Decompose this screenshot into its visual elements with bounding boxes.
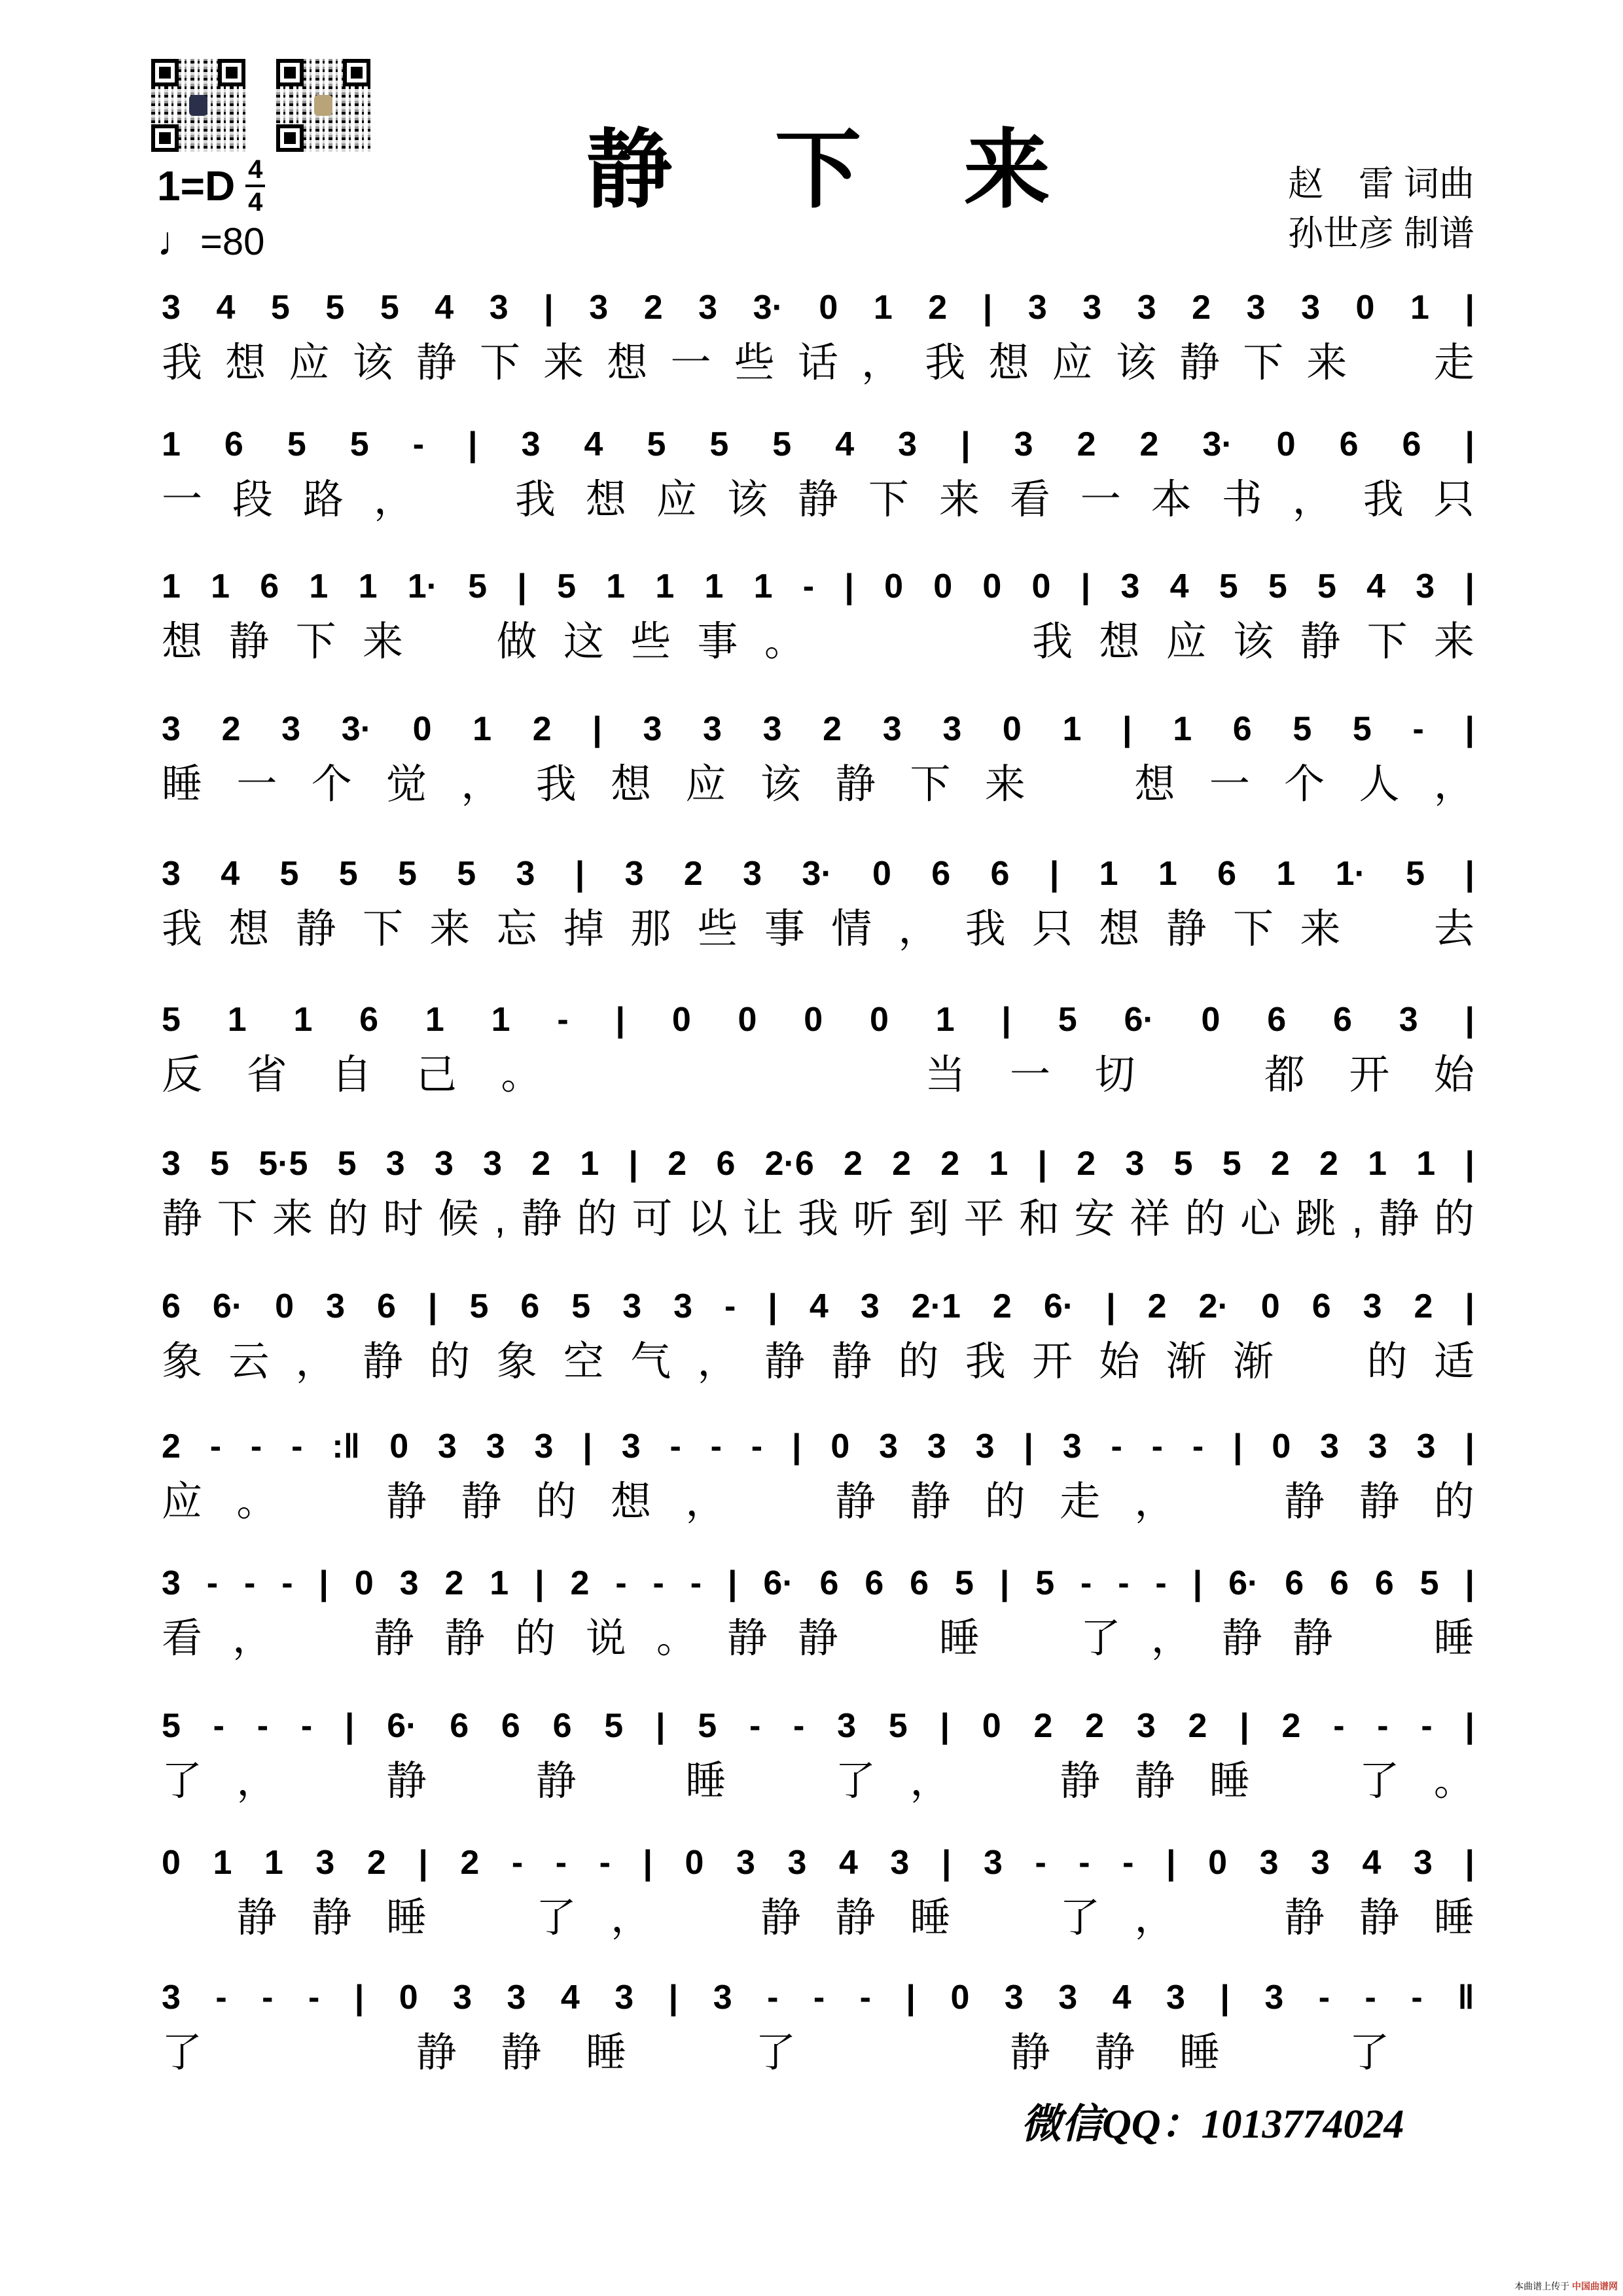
lyric-char: 祥: [1129, 1196, 1170, 1242]
lyric-char: 我: [162, 340, 203, 386]
time-sig-bottom: 4: [248, 188, 263, 217]
lyric-char: ,: [494, 1196, 506, 1242]
lyric-char: 省: [246, 1052, 287, 1098]
lyric-char: 书: [1221, 477, 1262, 522]
lyric-char: [671, 2027, 711, 2079]
lyric-char: 段: [232, 477, 273, 522]
key-label: 1=D: [157, 162, 236, 209]
lyric-char: [429, 616, 470, 668]
lyric-char: ，: [1292, 477, 1333, 522]
lyric-char: 下: [217, 1196, 258, 1242]
lyric-char: [840, 1049, 881, 1102]
lyric-char: 该: [352, 340, 393, 386]
lyric-char: 静: [1166, 906, 1207, 952]
time-signature: [245, 155, 265, 217]
lyric-char: 始: [1099, 1339, 1140, 1384]
lyric-char: 来: [938, 477, 980, 522]
lyric-char: 的: [514, 1616, 556, 1661]
lyric-char: [965, 616, 1006, 668]
lyric-char: 一: [1009, 1052, 1050, 1098]
lyric-char: 静: [764, 1339, 805, 1384]
lyric-char: 来: [429, 906, 471, 952]
lyric-char: 静: [1284, 1479, 1325, 1524]
lyric-char: ，: [861, 340, 902, 386]
lyric-char: 只: [1032, 906, 1073, 952]
lyric-char: 该: [760, 762, 801, 807]
lyric-char: 心: [1240, 1196, 1281, 1242]
lyric-char: ，: [232, 1616, 273, 1661]
lyric-char: [1209, 1892, 1250, 1945]
lyric-char: [444, 474, 485, 526]
lyric-char: 的: [429, 1339, 471, 1384]
lyric-char: [685, 1892, 726, 1945]
lyric-char: 静: [521, 1196, 562, 1242]
lyric-char: [1363, 1613, 1404, 1665]
lyric-char: 掉: [563, 906, 604, 952]
lyric-char: 候: [438, 1196, 479, 1242]
lyric-char: 睡: [1433, 1895, 1474, 1941]
lyric-char: 静: [797, 477, 838, 522]
lyric-char: 来: [362, 619, 403, 664]
lyric-char: 该: [726, 477, 768, 522]
lyric-char: 想: [988, 340, 1029, 386]
lyrics-row: [162, 2027, 1474, 2079]
lyric-char: 静: [760, 1895, 801, 1941]
notation-row: 6 6· 0 3 6 | 5 6 5 3 3 - | 4 3 2·1 2 6· | 2 2· 0 6 3 2 |: [162, 1287, 1474, 1325]
lyric-char: 睡: [685, 1759, 726, 1804]
lyric-char: 想: [1099, 906, 1140, 952]
lyric-char: 静: [1359, 1479, 1400, 1524]
lyric-char: 静: [416, 340, 457, 386]
lyric-char: 开: [1349, 1052, 1390, 1098]
lyric-char: [162, 1892, 202, 1945]
notation-row: 0 1 1 3 2 | 2 - - - | 0 3 3 4 3 | 3 - - - | 0 3 3 4 3 |: [162, 1844, 1474, 1882]
lyric-char: 渐: [1166, 1339, 1207, 1384]
lyric-char: 来: [984, 762, 1026, 807]
time-sig-top: 4: [248, 155, 263, 184]
lyric-char: 静: [386, 1759, 427, 1804]
lyric-char: 时: [383, 1196, 424, 1242]
lyric-char: 来: [1306, 340, 1347, 386]
lyric-char: 睡: [162, 762, 203, 807]
lyric-char: 应: [1166, 619, 1207, 664]
lyric-char: 静: [1094, 2030, 1135, 2075]
lyric-char: 静: [726, 1616, 768, 1661]
lyric-char: 事: [764, 906, 805, 952]
lyric-char: 一: [670, 340, 711, 386]
lyric-char: 这: [563, 619, 604, 664]
tempo-value: =80: [200, 221, 265, 263]
lyric-char: 平: [963, 1196, 1005, 1242]
lyric-char: 想: [228, 906, 270, 952]
lyric-char: 开: [1032, 1339, 1073, 1384]
tempo-marking: [157, 221, 264, 263]
lyric-char: [1010, 1613, 1050, 1665]
lyric-char: 静: [535, 1759, 577, 1804]
lyric-char: 了: [835, 1759, 876, 1804]
lyric-char: 人: [1359, 762, 1400, 807]
lyric-char: 静: [236, 1895, 277, 1941]
lyric-char: 做: [496, 619, 537, 664]
lyric-char: 静: [835, 762, 876, 807]
lyric-char: [1060, 759, 1100, 811]
lyric-char: [1264, 2027, 1305, 2079]
lyric-char: 睡: [938, 1616, 980, 1661]
lyrics-row: [162, 1892, 1474, 1945]
lyric-char: 的: [535, 1479, 577, 1524]
lyric-char: 。: [501, 1052, 542, 1098]
lyric-char: [898, 616, 938, 668]
lyric-char: 象: [162, 1339, 203, 1384]
lyric-char: ，: [236, 1759, 277, 1804]
lyric-char: 都: [1264, 1052, 1305, 1098]
lyric-char: 。: [656, 1616, 697, 1661]
lyric-char: 静: [311, 1895, 352, 1941]
lyricist-composer: 赵 雷 词曲: [1287, 164, 1474, 204]
lyric-char: 适: [1433, 1339, 1474, 1384]
lyric-char: 去: [1433, 906, 1474, 952]
lyric-char: 看: [162, 1616, 203, 1661]
notation-row: 3 - - - | 0 3 2 1 | 2 - - - | 6· 6 6 6 5 | 5 - - - | 6· 6 6 6 5 |: [162, 1564, 1474, 1602]
notation-row: 1 6 5 5 - | 3 4 5 5 5 4 3 | 3 2 2 3· 0 6 6 |: [162, 425, 1474, 463]
lyric-char: 一: [1209, 762, 1250, 807]
notation-row: 5 1 1 6 1 1 - | 0 0 0 0 1 | 5 6· 0 6 6 3 |: [162, 1001, 1474, 1039]
lyric-char: 静: [1134, 1759, 1175, 1804]
watermark: [1514, 2280, 1618, 2292]
lyrics-row: [162, 1193, 1474, 1246]
lyric-char: 忘: [496, 906, 537, 952]
notation-row: 5 - - - | 6· 6 6 6 5 | 5 - - 3 5 | 0 2 2 3 2 | 2 - - - |: [162, 1707, 1474, 1745]
lyric-char: 静: [1300, 619, 1341, 664]
lyric-char: 以: [687, 1196, 728, 1242]
lyric-char: 想: [611, 1479, 652, 1524]
lyric-char: [985, 1892, 1026, 1945]
lyric-char: 了: [755, 2030, 796, 2075]
lyric-char: 我: [535, 762, 577, 807]
watermark-prefix: 本曲谱上传于: [1514, 2281, 1570, 2291]
lyric-char: 静: [835, 1479, 876, 1524]
lyric-char: 静: [1009, 2030, 1050, 2075]
lyric-char: 下: [1366, 619, 1408, 664]
notation-row: 1 1 6 1 1 1· 5 | 5 1 1 1 1 - | 0 0 0 0 | 3 4 5 5 5 4 3 |: [162, 567, 1474, 605]
lyric-char: ，: [685, 1479, 726, 1524]
lyric-char: 当: [925, 1052, 966, 1098]
lyric-char: 来: [543, 340, 584, 386]
lyric-char: [925, 2027, 965, 2079]
notation-row: 3 4 5 5 5 4 3 | 3 2 3 3· 0 1 2 | 3 3 3 2 3 3 0 1 |: [162, 289, 1474, 327]
lyric-char: 睡: [1433, 1616, 1474, 1661]
lyric-char: 静: [1292, 1616, 1333, 1661]
lyric-char: ，: [697, 1339, 738, 1384]
lyric-char: 些: [630, 619, 671, 664]
lyric-char: [331, 2027, 372, 2079]
contact-info: 微信QQ：1013774024: [1021, 2102, 1404, 2147]
lyric-char: [1179, 1049, 1220, 1102]
lyric-char: 觉: [386, 762, 427, 807]
lyric-char: [586, 1049, 626, 1102]
lyric-char: 情: [831, 906, 872, 952]
lyric-char: 可: [632, 1196, 673, 1242]
lyric-char: [760, 1476, 801, 1528]
lyrics-row: [162, 616, 1474, 668]
lyric-char: [303, 1613, 344, 1665]
lyric-char: 静: [1060, 1759, 1101, 1804]
lyric-char: 我: [1363, 477, 1404, 522]
lyric-char: 只: [1433, 477, 1474, 522]
lyric-char: [840, 2027, 881, 2079]
lyric-char: 的: [1185, 1196, 1226, 1242]
lyric-char: 。: [1433, 1759, 1474, 1804]
lyric-char: 的: [1433, 1196, 1474, 1242]
lyric-char: 静: [831, 1339, 872, 1384]
lyric-char: 走: [1060, 1479, 1101, 1524]
lyric-char: 跳: [1295, 1196, 1336, 1242]
lyric-char: 话: [797, 340, 838, 386]
lyric-char: 下: [479, 340, 520, 386]
lyric-char: 看: [1009, 477, 1050, 522]
lyric-char: 走: [1433, 340, 1474, 386]
lyric-char: 静: [386, 1479, 427, 1524]
lyric-char: ，: [898, 906, 939, 952]
lyric-char: 静: [444, 1616, 485, 1661]
lyric-char: 下: [295, 619, 336, 664]
lyric-char: 静: [501, 2030, 542, 2075]
lyric-char: 。: [236, 1479, 277, 1524]
lyric-char: 我: [797, 1196, 838, 1242]
notation-row: 2 - - - :‖ 0 3 3 3 | 3 - - - | 0 3 3 3 | 3 - - - | 0 3 3 3 |: [162, 1427, 1474, 1465]
lyric-char: [1367, 903, 1408, 956]
notation-row: 3 4 5 5 5 5 3 | 3 2 3 3· 0 6 6 | 1 1 6 1 1· 5 |: [162, 855, 1474, 893]
lyric-char: ，: [295, 1339, 336, 1384]
lyric-char: 了: [1080, 1616, 1121, 1661]
transcriber: 孙世彦 制谱: [1287, 214, 1474, 253]
lyric-char: 个: [311, 762, 352, 807]
lyric-char: 云: [228, 1339, 270, 1384]
lyric-char: 静: [162, 1196, 203, 1242]
lyric-char: 睡: [1209, 1759, 1250, 1804]
lyric-char: 我: [965, 906, 1006, 952]
lyrics-row: [162, 1336, 1474, 1388]
lyric-char: ，: [1433, 762, 1474, 807]
lyric-char: ，: [1134, 1479, 1175, 1524]
lyric-char: 该: [1115, 340, 1156, 386]
lyric-char: 本: [1150, 477, 1192, 522]
lyric-char: ，: [1134, 1895, 1175, 1941]
lyric-char: 静: [228, 619, 270, 664]
lyric-char: 和: [1018, 1196, 1060, 1242]
lyric-char: 些: [697, 906, 738, 952]
lyric-char: [755, 1049, 796, 1102]
lyric-char: 下: [362, 906, 403, 952]
lyric-char: 下: [1243, 340, 1284, 386]
lyric-char: 自: [331, 1052, 372, 1098]
qr-code-2: [276, 59, 370, 152]
lyric-char: 的: [1366, 1339, 1408, 1384]
lyric-char: [760, 1755, 801, 1808]
lyric-char: ，: [611, 1895, 652, 1941]
lyric-char: ，: [1150, 1616, 1192, 1661]
lyric-char: 我: [965, 1339, 1006, 1384]
lyric-char: 来: [1300, 906, 1341, 952]
lyric-char: 下: [910, 762, 951, 807]
lyric-char: [671, 1049, 711, 1102]
lyric-char: 事: [697, 619, 738, 664]
lyric-char: 应: [289, 340, 330, 386]
lyric-char: 渐: [1233, 1339, 1274, 1384]
lyric-char: 听: [853, 1196, 894, 1242]
lyric-char: 一: [1080, 477, 1121, 522]
quarter-note-icon: ♩: [157, 219, 198, 264]
lyric-char: ，: [461, 762, 502, 807]
watermark-brand: 中国曲谱网: [1572, 2281, 1618, 2291]
lyric-char: 路: [302, 477, 344, 522]
lyric-char: 静: [835, 1895, 876, 1941]
lyric-char: ，: [373, 477, 414, 522]
lyric-char: [312, 1476, 352, 1528]
lyric-char: 我: [514, 477, 556, 522]
lyric-char: [1300, 1336, 1340, 1388]
lyric-char: 的: [898, 1339, 939, 1384]
lyric-char: 个: [1284, 762, 1325, 807]
lyric-char: 该: [1233, 619, 1274, 664]
key-signature: [157, 154, 265, 217]
notation-row: 3 - - - | 0 3 3 4 3 | 3 - - - | 0 3 3 4 3 | 3 - - - ‖: [162, 1979, 1474, 2017]
lyric-char: 静: [416, 2030, 457, 2075]
lyric-char: [312, 1755, 352, 1808]
lyrics-row: [162, 903, 1474, 956]
lyric-char: 反: [162, 1052, 203, 1098]
lyric-char: [868, 1613, 909, 1665]
lyric-char: 己: [416, 1052, 457, 1098]
lyric-char: 象: [496, 1339, 537, 1384]
lyric-char: 想: [585, 477, 626, 522]
lyric-char: 应: [685, 762, 726, 807]
lyric-char: 静: [1378, 1196, 1419, 1242]
lyric-char: 想: [611, 762, 652, 807]
lyric-char: 静: [461, 1479, 502, 1524]
lyric-char: [1434, 2027, 1474, 2079]
notation-row: 3 2 3 3· 0 1 2 | 3 3 3 2 3 3 0 1 | 1 6 5 5 - |: [162, 710, 1474, 748]
lyric-char: 静: [910, 1479, 951, 1524]
lyric-char: 说: [585, 1616, 626, 1661]
lyric-char: 睡: [1179, 2030, 1221, 2075]
lyric-char: 始: [1433, 1052, 1474, 1098]
lyric-char: 我: [925, 340, 966, 386]
lyric-char: 。: [764, 619, 805, 664]
lyric-char: 了: [162, 1759, 203, 1804]
lyric-char: 来: [1433, 619, 1474, 664]
lyric-char: 让: [742, 1196, 783, 1242]
lyric-char: 想: [1134, 762, 1175, 807]
lyrics-row: [162, 759, 1474, 811]
lyric-char: 气: [630, 1339, 671, 1384]
lyric-char: 想: [162, 619, 203, 664]
qr-code-1: [151, 59, 245, 152]
lyric-char: 了: [1349, 2030, 1390, 2075]
lyric-char: [247, 2027, 287, 2079]
lyric-char: 睡: [386, 1895, 427, 1941]
lyric-char: 一: [236, 762, 277, 807]
lyric-char: 应: [162, 1479, 203, 1524]
lyrics-row: [162, 337, 1474, 389]
lyric-char: 静: [1359, 1895, 1400, 1941]
lyric-char: 我: [162, 906, 203, 952]
lyric-char: 下: [868, 477, 909, 522]
lyric-char: 下: [1233, 906, 1274, 952]
lyric-char: 些: [734, 340, 775, 386]
lyric-char: 静: [362, 1339, 403, 1384]
lyrics-row: [162, 1476, 1474, 1528]
lyric-char: 想: [225, 340, 266, 386]
lyric-char: 空: [563, 1339, 604, 1384]
lyric-char: 的: [327, 1196, 368, 1242]
lyric-char: 想: [1099, 619, 1140, 664]
lyrics-row: [162, 1613, 1474, 1665]
lyric-char: 安: [1074, 1196, 1115, 1242]
song-title: 静 下 来: [586, 122, 1090, 218]
lyric-char: 静: [1179, 340, 1221, 386]
lyric-char: 静: [373, 1616, 414, 1661]
lyric-char: ,: [1351, 1196, 1363, 1242]
lyric-char: ，: [910, 1759, 951, 1804]
lyric-char: 静: [1284, 1895, 1325, 1941]
lyric-char: [1209, 1476, 1250, 1528]
lyric-char: 了: [162, 2030, 203, 2075]
lyric-char: 静: [1221, 1616, 1262, 1661]
notation-row: 3 5 5·5 5 3 3 3 2 1 | 2 6 2·6 2 2 2 1 | 2 3 5 5 2 2 1 1 |: [162, 1145, 1474, 1183]
lyric-char: 静: [295, 906, 336, 952]
lyric-char: 那: [630, 906, 671, 952]
lyric-char: [1370, 337, 1411, 389]
lyric-char: [831, 616, 872, 668]
lyric-char: [1284, 1755, 1325, 1808]
lyric-char: 来: [272, 1196, 313, 1242]
lyrics-row: [162, 474, 1474, 526]
lyric-char: 的: [1433, 1479, 1474, 1524]
lyrics-row: [162, 1049, 1474, 1102]
lyric-char: 我: [1032, 619, 1073, 664]
lyric-char: 想: [607, 340, 648, 386]
lyric-char: 的: [984, 1479, 1026, 1524]
lyrics-row: [162, 1755, 1474, 1808]
lyric-char: 一: [162, 477, 203, 522]
lyric-char: 的: [576, 1196, 617, 1242]
lyric-char: [461, 1892, 501, 1945]
lyric-char: [985, 1755, 1026, 1808]
lyric-char: 睡: [910, 1895, 951, 1941]
lyric-char: [611, 1755, 651, 1808]
lyric-char: 应: [1052, 340, 1093, 386]
lyric-char: 静: [797, 1616, 838, 1661]
lyric-char: 切: [1094, 1052, 1135, 1098]
lyric-char: 了: [535, 1895, 577, 1941]
lyric-char: [461, 1755, 501, 1808]
lyric-char: 到: [908, 1196, 949, 1242]
lyric-char: 应: [656, 477, 697, 522]
lyric-char: 了: [1060, 1895, 1101, 1941]
lyric-char: 了: [1359, 1759, 1400, 1804]
lyric-char: 睡: [585, 2030, 626, 2075]
